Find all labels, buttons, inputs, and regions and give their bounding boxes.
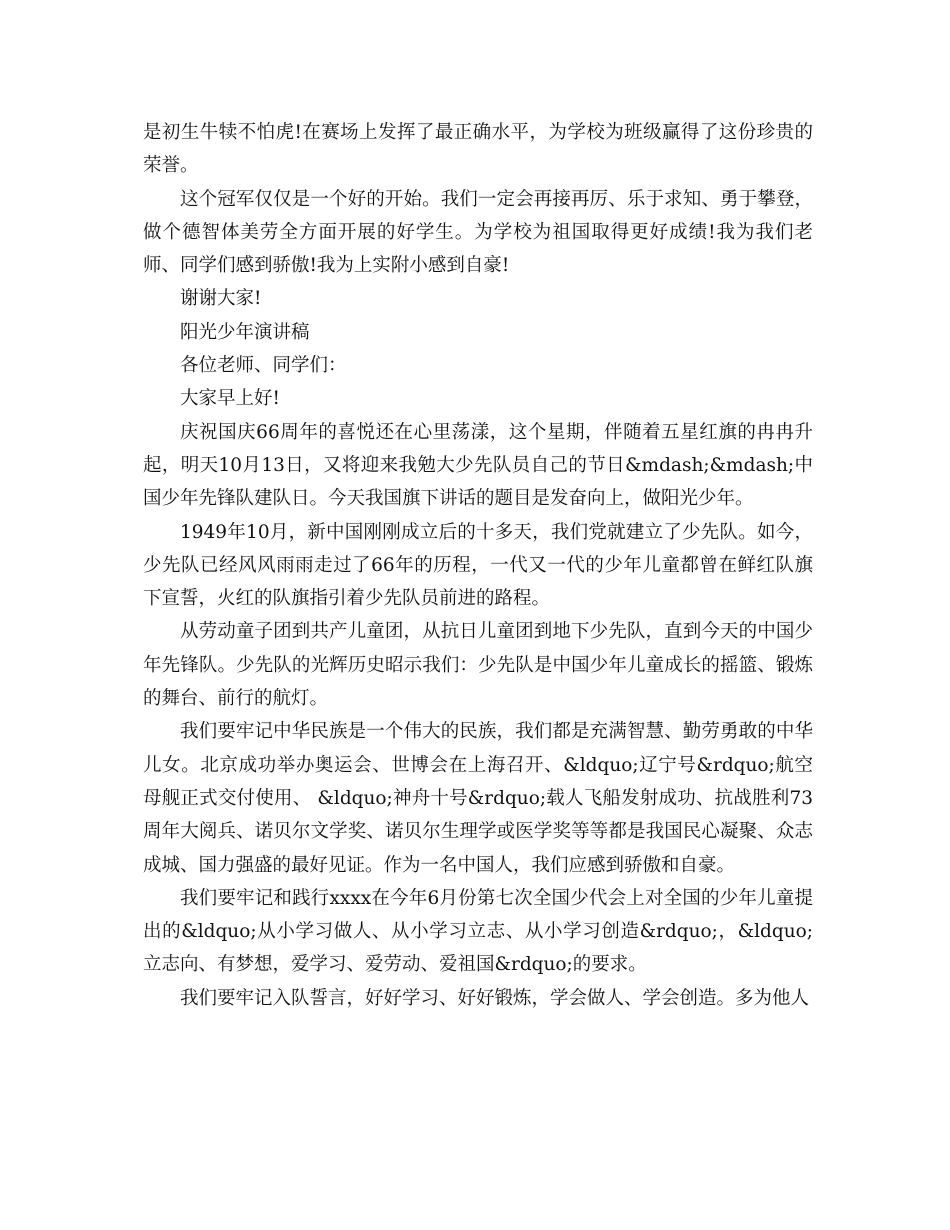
- paragraph-good-morning: 大家早上好!: [180, 388, 280, 410]
- document-body: [143, 116, 813, 1015]
- speech-title: 阳光少年演讲稿: [180, 321, 310, 343]
- paragraph-oath: 我们要牢记入队誓言，好好学习、好好锻炼，学会做人、学会创造。多为他人: [180, 987, 810, 1009]
- paragraph-thanks: 谢谢大家!: [180, 288, 262, 310]
- paragraph-pioneer-history: 从劳动童子团到共产儿童团，从抗日儿童团到地下少先队，直到今天的中国少年先锋队。少先队的光辉历史昭示我们：少先队是中国少年儿童成长的摇篮、锻炼的舞台、前行的航灯。: [143, 621, 813, 710]
- paragraph-champion: 这个冠军仅仅是一个好的开始。我们一定会再接再厉、乐于求知、勇于攀登，做个德智体美劳全方面开展的好学生。为学校为祖国取得更好成绩!我为我们老师、同学们感到骄傲!我为上实附小感到自豪!: [143, 188, 813, 277]
- paragraph-greeting-audience: 各位老师、同学们：: [180, 355, 347, 377]
- paragraph-history-1949: 1949年10月，新中国刚刚成立后的十多天，我们党就建立了少先队。如今，少先队已经风风雨雨走过了66年的历程，一代又一代的少年儿童都曾在鲜红队旗下宣誓，火红的队旗指引着少先队员前进的路程。: [143, 521, 813, 610]
- paragraph-great-nation: 我们要牢记中华民族是一个伟大的民族，我们都是充满智慧、勤劳勇敢的中华儿女。北京成功举办奥运会、世博会在上海召开、&ldquo;辽宁号&rdquo;航空母舰正式交付使用、 &ldquo;神舟十号&rdquo;载人飞船发射成功、抗战胜利73周年大阅兵、诺贝尔文学奖、诺贝尔生理学或医学奖等等都是我国民心凝聚、众志成城、国力强盛的最好见证。作为一名中国人，我们应感到骄傲和自豪。: [143, 721, 813, 876]
- paragraph-national-day: 庆祝国庆66周年的喜悦还在心里荡漾，这个星期，伴随着五星红旗的冉冉升起，明天10月13日，又将迎来我勉大少先队员自己的节日&mdash;&mdash;中国少年先锋队建队日。今天我国旗下讲话的题目是发奋向上，做阳光少年。: [143, 421, 813, 510]
- paragraph-requirements: 我们要牢记和践行xxxx在今年6月份第七次全国少代会上对全国的少年儿童提出的&ldquo;从小学习做人、从小学习立志、从小学习创造&rdquo;，&ldquo;立志向、有梦想，爱学习、爱劳动、爱祖国&rdquo;的要求。: [143, 887, 813, 976]
- paragraph-continuation: 是初生牛犊不怕虎!在赛场上发挥了最正确水平，为学校为班级赢得了这份珍贵的荣誉。: [143, 122, 813, 177]
